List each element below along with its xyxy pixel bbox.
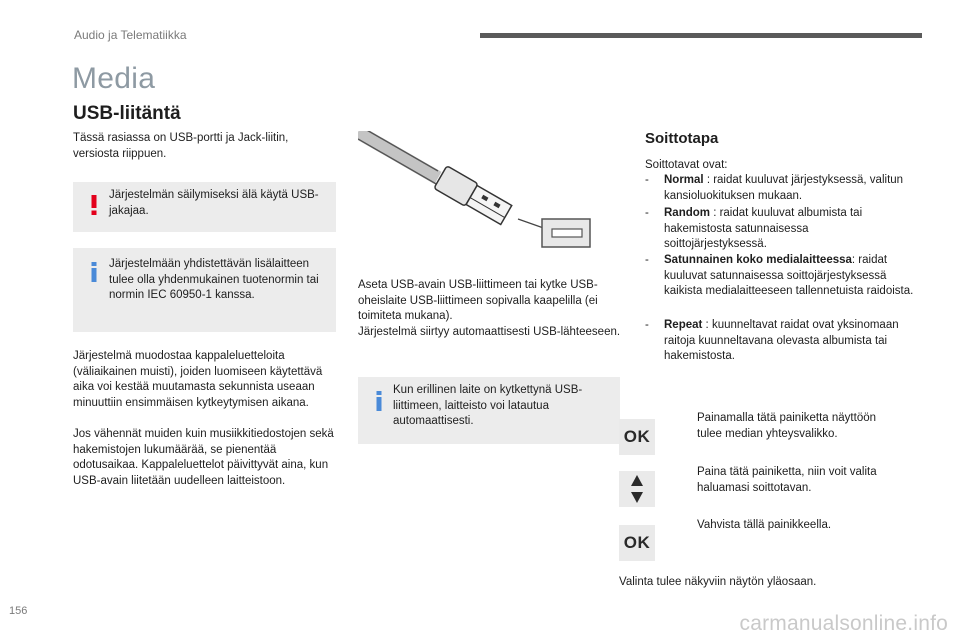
info-text: Järjestelmään yhdistettävän lisälaitteen tulee olla yhdenmukainen tuotenormin tai normin IEC 60950-1 kanssa. xyxy=(109,258,319,302)
paragraph-1: Järjestelmä muodostaa kappaleluetteloita (väliaikainen muisti), joiden luomiseen käytettävä aika voi kestää muutamasta sekunnista useaan minuuttiin ensimmäisen kytkeytymisen aikana. xyxy=(73,350,323,409)
mode-desc: : kuunneltavat raidat ovat yksinomaan raitoja kuunneltavana olevasta albumista tai hakemistosta. xyxy=(664,319,899,363)
warning-icon xyxy=(90,195,98,215)
ok-button-icon xyxy=(619,419,655,455)
insert-usb-text: Aseta USB-avain USB-liittimeen tai kytke USB-oheislaite USB-liittimeen sopivalla kaapelilla (ei toimiteta mukana). xyxy=(358,279,598,323)
info-icon xyxy=(91,262,97,282)
mode-term: Random xyxy=(664,207,710,219)
warning-text: Järjestelmän säilymiseksi älä käytä USB-jakajaa. xyxy=(109,189,319,217)
selection-note: Valinta tulee näkyviin näytön yläosaan. xyxy=(619,576,817,588)
warning-box xyxy=(73,182,336,232)
play-mode-heading: Soittotapa xyxy=(645,130,719,147)
arrows-button-desc: Paina tätä painiketta, niin voit valita haluamasi soittotavan. xyxy=(697,466,877,494)
mode-desc: : raidat kuuluvat satunnaisessa soittojärjestyksessä kaikista medialaitteeseen tallennetuista raidoista. xyxy=(664,254,914,298)
auto-source-text: Järjestelmä siirtyy automaattisesti USB-lähteeseen. xyxy=(358,326,621,338)
mode-desc: : raidat kuuluvat albumista tai hakemistosta satunnaisessa soittojärjestyksessä. xyxy=(664,207,863,251)
ok-label: OK xyxy=(623,427,651,446)
mode-term: Normal xyxy=(664,174,704,186)
page-number: 156 xyxy=(9,605,28,617)
arrow-down-icon xyxy=(631,492,643,503)
paragraph-2: Jos vähennät muiden kuin musiikkitiedostojen sekä hakemistojen lukumäärää, se pienentää odotusaikaa. Kappaleluettelot päivittyvät aina, kun USB-avain liitetään uudelleen laitteistoon. xyxy=(73,428,334,487)
ok-button-desc: Painamalla tätä painiketta näyttöön tulee median yhteysvalikko. xyxy=(697,412,877,440)
ok-label: OK xyxy=(623,533,651,552)
mode-term: Satunnainen koko medialaitteessa xyxy=(664,254,852,266)
arrow-up-icon xyxy=(631,475,643,486)
mode-desc: : raidat kuuluvat järjestyksessä, valitun kansioluokituksen mukaan. xyxy=(664,174,904,202)
watermark: carmanualsonline.info xyxy=(739,612,948,635)
info-charging-text: Kun erillinen laite on kytkettynä USB-liittimeen, laitteisto voi latautua automaattisesti. xyxy=(393,384,583,428)
info-box xyxy=(73,248,336,332)
section-title: USB-liitäntä xyxy=(73,103,181,124)
page-title: Media xyxy=(72,62,156,95)
info-box-charging xyxy=(358,377,620,444)
usb-plug-illustration xyxy=(358,131,620,261)
header-title: Audio ja Telematiikka xyxy=(74,28,187,42)
info-icon xyxy=(376,391,382,411)
up-down-arrows-icon xyxy=(619,471,655,507)
play-mode-intro: Soittotavat ovat: xyxy=(645,159,728,171)
mode-term: Repeat xyxy=(664,319,703,331)
ok-confirm-icon xyxy=(619,525,655,561)
intro-text: Tässä rasiassa on USB-portti ja Jack-liitin, versiosta riippuen. xyxy=(73,132,289,160)
header-rule xyxy=(480,33,922,38)
confirm-button-desc: Vahvista tällä painikkeella. xyxy=(697,519,832,531)
